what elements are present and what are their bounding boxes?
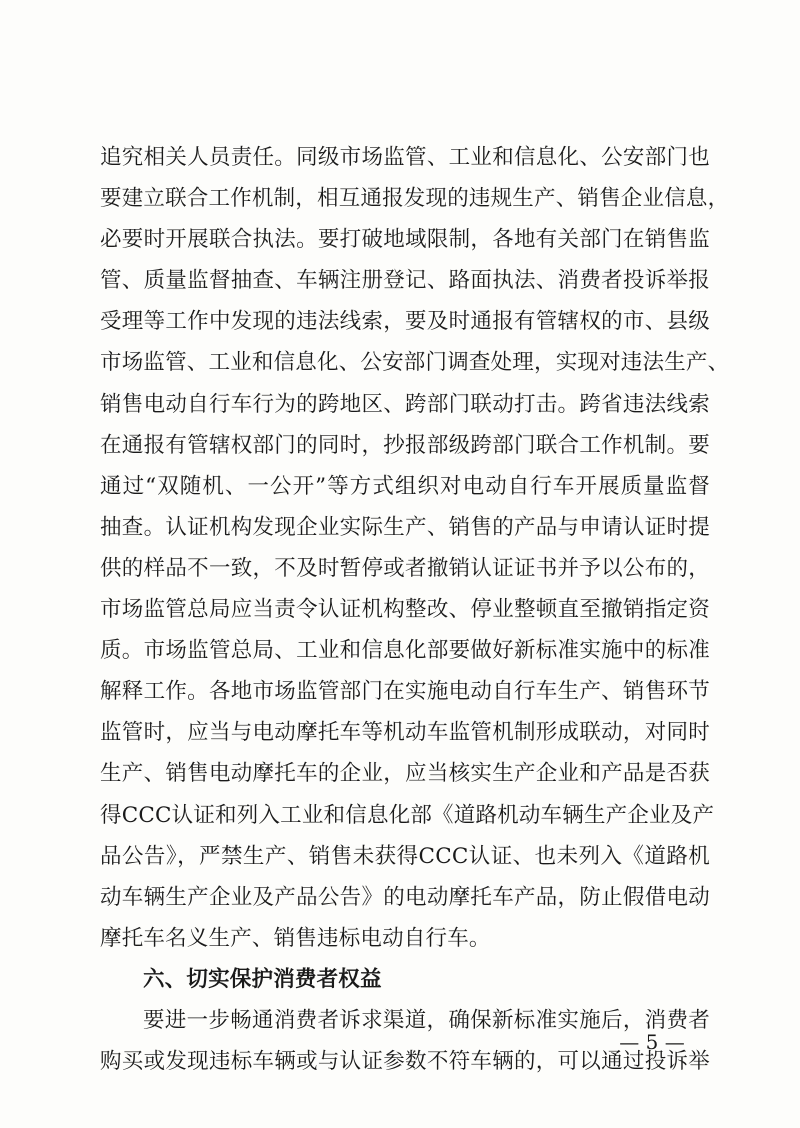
- page-number: — 5 —: [619, 1030, 685, 1054]
- paragraph-line: 生产、销售电动摩托车的企业，应当核实生产企业和产品是否获: [100, 761, 710, 787]
- paragraph-line: 动车辆生产企业及产品公告》的电动摩托车产品，防止假借电动: [100, 884, 710, 910]
- paragraph-line: 销售电动自行车行为的跨地区、跨部门联动打击。跨省违法线索: [100, 391, 710, 417]
- paragraph-line: 解释工作。各地市场监管部门在实施电动自行车生产、销售环节: [100, 679, 710, 705]
- paragraph-line: 市场监管、工业和信息化、公安部门调查处理，实现对违法生产、: [100, 350, 730, 376]
- paragraph-line: 要进一步畅通消费者诉求渠道，确保新标准实施后，消费者: [143, 1007, 710, 1033]
- paragraph-line: 得CCC认证和列入工业和信息化部《道路机动车辆生产企业及产: [100, 802, 715, 828]
- document-body: [100, 137, 730, 1082]
- paragraph-line: 追究相关人员责任。同级市场监管、工业和信息化、公安部门也: [100, 145, 710, 170]
- paragraph-line: 市场监管总局应当责令认证机构整改、停业整顿直至撤销指定资: [100, 597, 710, 623]
- paragraph-line: 供的样品不一致，不及时暂停或者撤销认证证书并予以公布的，: [100, 555, 710, 581]
- paragraph-line: 摩托车名义生产、销售违标电动自行车。: [100, 925, 491, 951]
- paragraph-line: 受理等工作中发现的违法线索，要及时通报有管辖权的市、县级: [100, 309, 710, 335]
- paragraph-line: 管、质量监督抽查、车辆注册登记、路面执法、消费者投诉举报: [100, 268, 710, 294]
- paragraph-line: 必要时开展联合执法。要打破地域限制，各地有关部门在销售监: [100, 227, 710, 253]
- section-heading: 六、切实保护消费者权益: [143, 966, 382, 992]
- paragraph-line: 质。市场监管总局、工业和信息化部要做好新标准实施中的标准: [100, 638, 710, 664]
- paragraph-line: 品公告》，严禁生产、销售未获得CCC认证、也未列入《道路机: [100, 843, 710, 869]
- paragraph-line: 监管时，应当与电动摩托车等机动车监管机制形成联动，对同时: [100, 720, 710, 746]
- paragraph-line: 在通报有管辖权部门的同时，抄报部级跨部门联合工作机制。要: [100, 432, 710, 458]
- paragraph-line: 要建立联合工作机制，相互通报发现的违规生产、销售企业信息，: [100, 186, 730, 212]
- paragraph-line: 购买或发现违标车辆或与认证参数不符车辆的，可以通过投诉举: [100, 1049, 710, 1075]
- paragraph-line: 通过“双随机、一公开”等方式组织对电动自行车开展质量监督: [100, 473, 710, 499]
- paragraph-line: 抽查。认证机构发现企业实际生产、销售的产品与申请认证时提: [100, 514, 710, 540]
